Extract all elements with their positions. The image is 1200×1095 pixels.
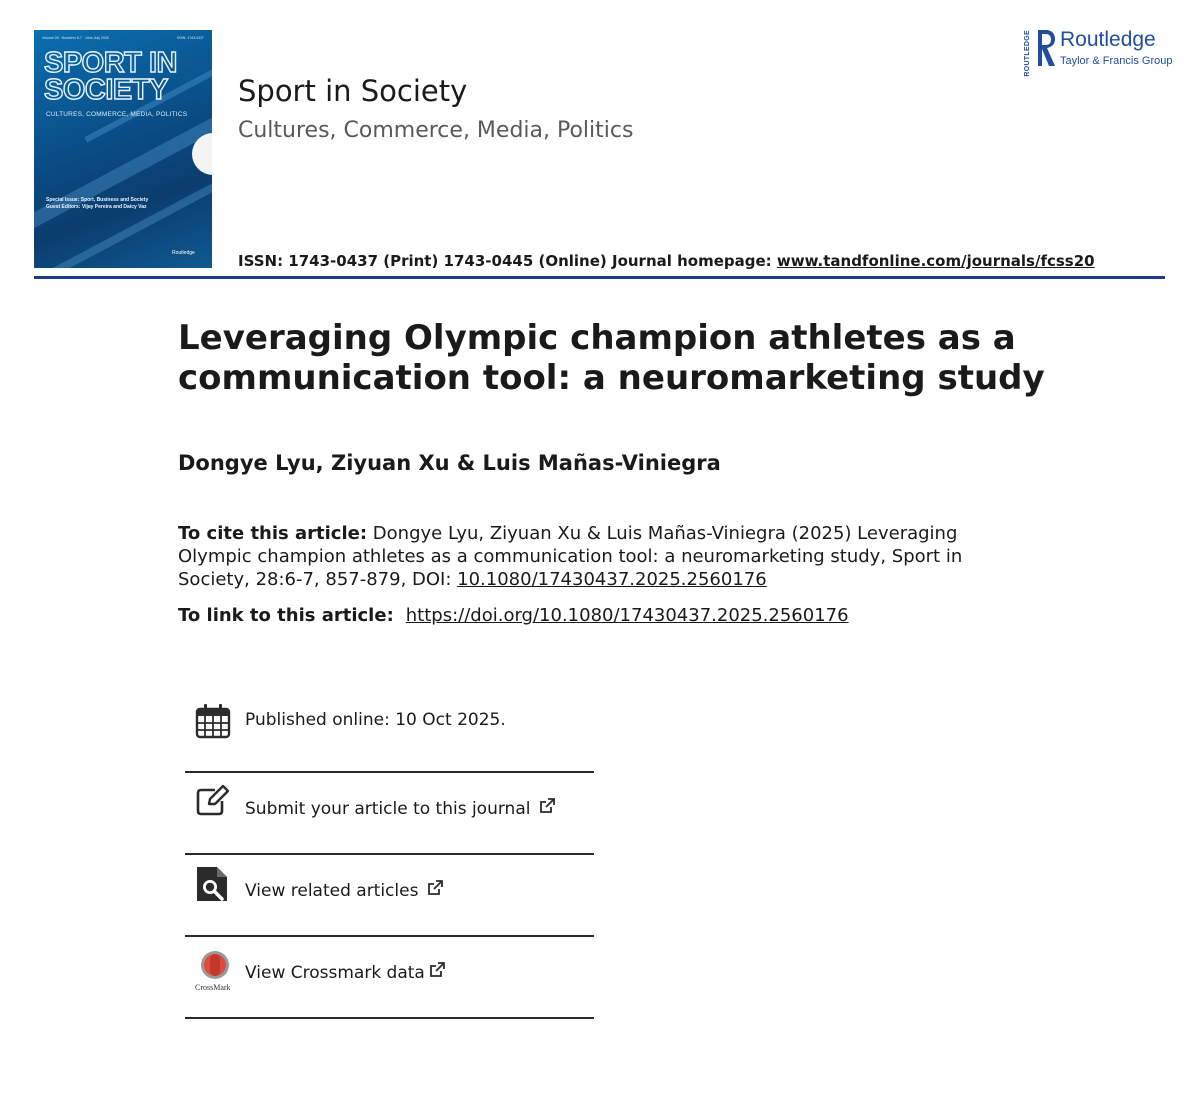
crossmark-icon [195, 950, 235, 984]
external-link-icon [538, 797, 556, 815]
row-divider [185, 935, 594, 937]
issn-text: ISSN: 1743-0437 (Print) 1743-0445 (Online) Journal homepage: [238, 252, 777, 270]
routledge-name: Routledge [1060, 28, 1156, 51]
article-link-label: To link to this article: [178, 605, 401, 626]
cover-subtitle: CULTURES, COMMERCE, MEDIA, POLITICS [46, 111, 188, 118]
routledge-vertical-text: ROUTLEDGE [1024, 30, 1031, 77]
cover-issue-info: Volume 28 · Numbers 6-7 · June-July 2025 ISSN: 1743-0437 [42, 36, 204, 40]
header-divider [34, 276, 1165, 279]
row-divider [185, 771, 594, 773]
crossmark-logo-text: CrossMark [195, 983, 231, 992]
row-divider [185, 853, 594, 855]
article-title: Leveraging Olympic champion athletes as a communication tool: a neuromarketing study [178, 318, 1045, 398]
published-online-row [185, 700, 594, 750]
edit-icon [195, 784, 231, 816]
crossmark-link[interactable] [185, 944, 594, 1004]
related-articles-text: View related articles [245, 881, 419, 901]
routledge-r-icon [1035, 28, 1057, 68]
document-search-icon [195, 865, 229, 903]
crossmark-text: View Crossmark data [245, 963, 425, 983]
cover-publisher-logo: Routledge [172, 250, 195, 256]
journal-title: Sport in Society [238, 74, 468, 108]
submit-article-text: Submit your article to this journal [245, 799, 531, 819]
related-articles-link[interactable] [185, 862, 594, 922]
journal-homepage-link[interactable]: www.tandfonline.com/journals/fcss20 [776, 252, 1095, 270]
routledge-group: Taylor & Francis Group [1060, 55, 1173, 67]
article-link-url[interactable]: https://doi.org/10.1080/17430437.2025.2560176 [405, 605, 849, 626]
calendar-icon [195, 703, 231, 739]
doi-link[interactable]: 10.1080/17430437.2025.2560176 [457, 569, 767, 590]
journal-cover-image [34, 30, 212, 268]
citation-text: Dongye Lyu, Ziyuan Xu & Luis Mañas-Viniegra (2025) Leveraging Olympic champion athletes as a communication tool: a neuromarketing study, Sport in Society, 28:6-7, 857-879, DOI: [178, 523, 963, 590]
cover-special-issue: Special Issue: Sport, Business and Society Guest Editors: Vijay Pereira and Daicy Vaz [46, 197, 149, 210]
citation [178, 522, 1028, 591]
external-link-icon [428, 961, 446, 979]
article-authors: Dongye Lyu, Ziyuan Xu & Luis Mañas-Viniegra [178, 451, 721, 475]
published-online-text: Published online: 10 Oct 2025. [245, 710, 506, 730]
journal-subtitle: Cultures, Commerce, Media, Politics [238, 118, 634, 143]
citation-label: To cite this article: [178, 523, 368, 544]
row-divider [185, 1017, 594, 1019]
submit-article-link[interactable] [185, 780, 594, 840]
cover-title: SPORT IN SOCIETY [44, 47, 177, 106]
external-link-icon [426, 879, 444, 897]
article-link-line [178, 605, 849, 626]
issn-line [238, 252, 1095, 270]
